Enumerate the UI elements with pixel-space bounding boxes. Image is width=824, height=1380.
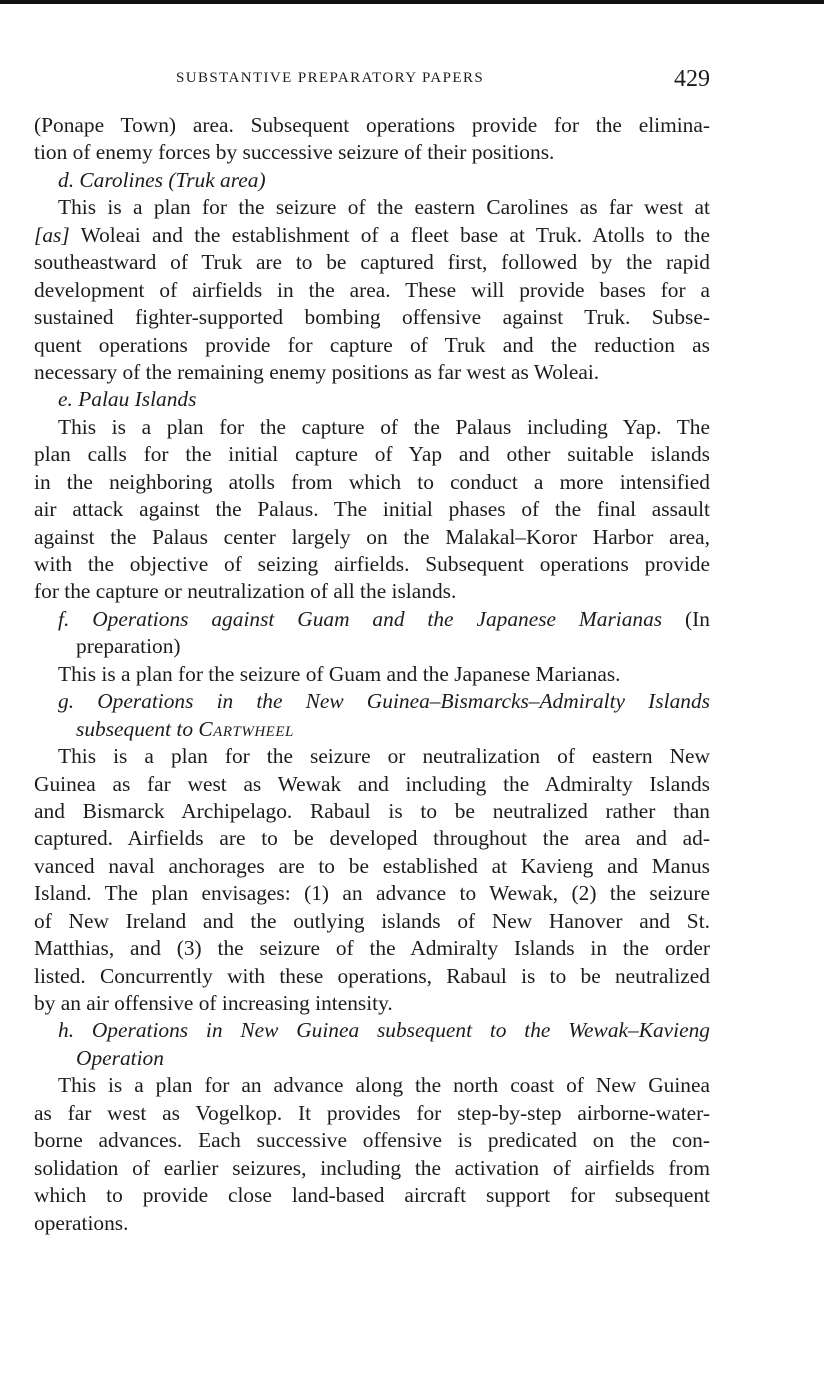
text-line: quent operations provide for capture of Truk and the reduction as (34, 332, 710, 357)
section-letter: e. (58, 387, 73, 412)
text-line: This is a plan for the seizure of Guam and the Japanese Marianas. (58, 661, 621, 686)
text-line: preparation) (76, 634, 181, 659)
section-title-paren: (Truk area) (168, 167, 266, 192)
operation-name: Cartwheel (198, 716, 294, 741)
text-span: Woleai and the establishment of a fleet base at Truk. Atolls to the (80, 222, 710, 247)
text-line: and Bismarck Archipelago. Rabaul is to be neutralized rather than (34, 798, 710, 823)
text-line: for the capture or neutralization of all the islands. (34, 579, 457, 604)
text-line: listed. Concurrently with these operations, Rabaul is to be neutralized (34, 963, 710, 988)
section-heading-g (34, 688, 710, 715)
text-line: (Ponape Town) area. Subsequent operations provide for the elimina- (34, 113, 710, 137)
text-line: against the Palaus center largely on the Malakal–Koror Harbor area, (34, 524, 710, 549)
text-line: Guinea as far west as Wewak and including the Admiralty Islands (34, 771, 710, 796)
text-line: with the objective of seizing airfields. Subsequent operations provide (34, 552, 710, 576)
section-title: Carolines (79, 167, 163, 192)
text-line: in the neighboring atolls from which to conduct a more intensified (34, 469, 710, 494)
text-line: This is a plan for an advance along the north coast of New Guinea (58, 1073, 710, 1098)
text-line (34, 222, 710, 249)
page-header (0, 66, 824, 92)
page-number: 429 (674, 66, 710, 92)
text-line: sustained fighter-supported bombing offensive against Truk. Subse- (34, 305, 710, 330)
section-title: Operations in the New Guinea–Bismarcks–Admiralty Islands (97, 689, 710, 714)
section-letter: f. (58, 606, 70, 631)
section-title-paren: (In (685, 606, 710, 631)
section-letter: d. (58, 167, 75, 192)
text-line: which to provide close land-based aircraft support for subsequent (34, 1183, 710, 1208)
section-title: Palau Islands (78, 387, 197, 412)
text-line: vanced naval anchorages are to be established at Kavieng and Manus (34, 853, 710, 878)
text-line: plan calls for the initial capture of Yap and other suitable islands (34, 442, 710, 467)
text-line: southeastward of Truk are to be captured first, followed by the rapid (34, 250, 710, 275)
section-heading-e (34, 386, 710, 413)
text-line: operations. (34, 1210, 129, 1235)
text-line: borne advances. Each successive offensive is predicated on the con- (34, 1128, 710, 1153)
section-title: subsequent to (76, 716, 194, 741)
editorial-insert: [as] (34, 222, 70, 247)
section-title: Operations against Guam and the Japanese Marianas (92, 606, 663, 631)
text-line: air attack against the Palaus. The initial phases of the final assault (34, 497, 710, 522)
section-letter: g. (58, 689, 75, 714)
section-title: Operations in New Guinea subsequent to the Wewak–Kavieng (91, 1018, 710, 1043)
top-rule (0, 0, 824, 4)
text-line: of New Ireland and the outlying islands of New Hanover and St. (34, 908, 710, 933)
section-letter: h. (58, 1018, 75, 1043)
section-heading-h (34, 1017, 710, 1044)
running-head: SUBSTANTIVE PREPARATORY PAPERS (176, 70, 485, 86)
body-text (34, 112, 710, 1237)
section-heading-f (34, 606, 710, 633)
text-line: as far west as Vogelkop. It provides for step-by-step airborne-water- (34, 1100, 710, 1125)
text-line: This is a plan for the capture of the Palaus including Yap. The (58, 414, 710, 439)
section-heading-d (34, 167, 710, 194)
text-line: Matthias, and (3) the seizure of the Admiralty Islands in the order (34, 936, 710, 961)
section-heading-h-cont: Operation (76, 1045, 164, 1070)
section-heading-g-cont (34, 716, 710, 743)
text-line: captured. Airfields are to be developed throughout the area and ad- (34, 826, 710, 851)
text-line: tion of enemy forces by successive seizure of their positions. (34, 140, 555, 165)
text-line: Island. The plan envisages: (1) an advance to Wewak, (2) the seizure (34, 881, 710, 906)
text-line: development of airfields in the area. These will provide bases for a (34, 277, 710, 302)
text-line: This is a plan for the seizure of the eastern Carolines as far west at (58, 195, 710, 220)
text-line: necessary of the remaining enemy positions as far west as Woleai. (34, 359, 600, 384)
text-line: by an air offensive of increasing intensity. (34, 991, 393, 1015)
text-line: This is a plan for the seizure or neutralization of eastern New (58, 744, 710, 769)
text-line: solidation of earlier seizures, including the activation of airfields from (34, 1155, 710, 1180)
